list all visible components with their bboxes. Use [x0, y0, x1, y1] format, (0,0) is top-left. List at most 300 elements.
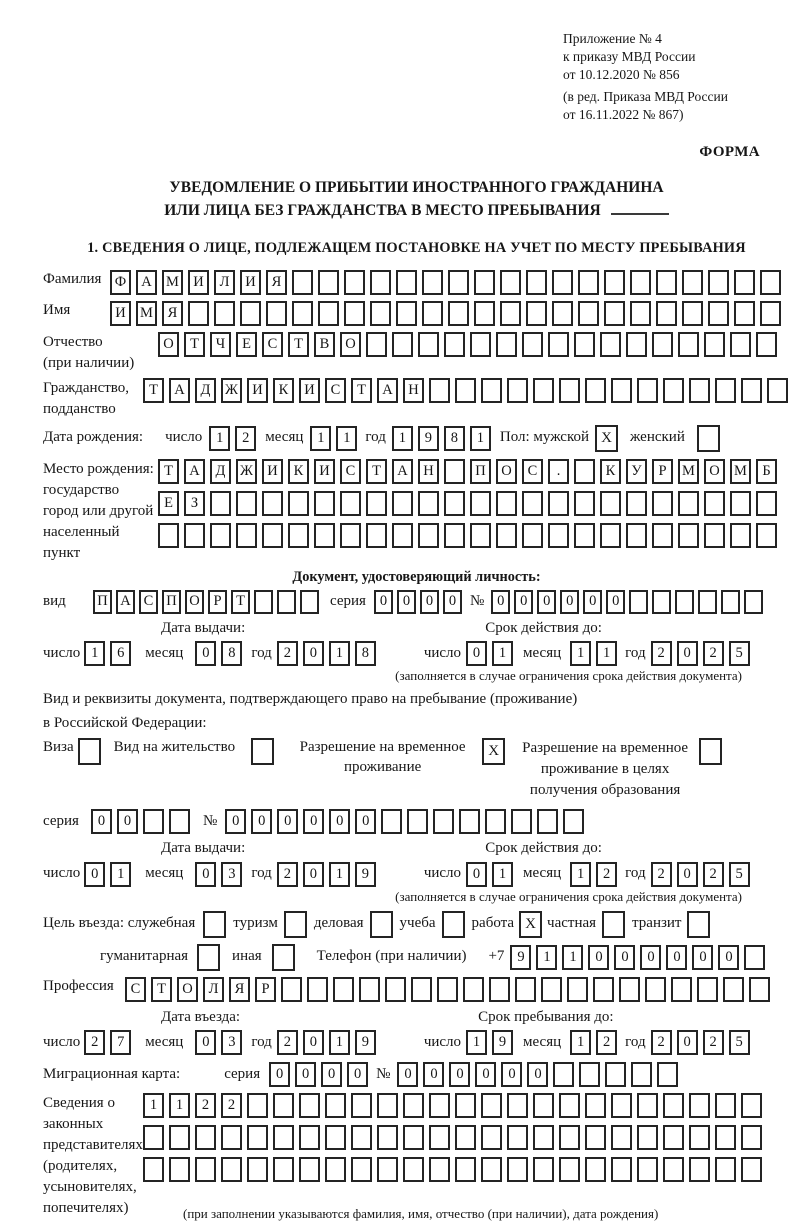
char-cell[interactable]: 9	[510, 945, 531, 970]
char-cell[interactable]: И	[247, 378, 268, 403]
char-cell[interactable]	[403, 1125, 424, 1150]
char-cell[interactable]	[563, 809, 584, 834]
char-cell[interactable]: 0	[677, 1030, 698, 1055]
char-cell[interactable]	[515, 977, 536, 1002]
char-cell[interactable]: 0	[560, 590, 579, 614]
char-cell[interactable]	[366, 491, 387, 516]
char-cell[interactable]: 0	[514, 590, 533, 614]
char-cell[interactable]	[262, 491, 283, 516]
char-cell[interactable]: Б	[756, 459, 777, 484]
char-cell[interactable]: Т	[351, 378, 372, 403]
checkbox[interactable]	[602, 911, 625, 938]
char-cell[interactable]	[734, 270, 755, 295]
char-cell[interactable]	[559, 378, 580, 403]
char-cell[interactable]	[169, 1125, 190, 1150]
char-cell[interactable]	[689, 1157, 710, 1182]
char-cell[interactable]	[552, 270, 573, 295]
char-cell[interactable]	[195, 1157, 216, 1182]
char-cell[interactable]	[143, 809, 164, 834]
char-cell[interactable]: 5	[729, 641, 750, 666]
char-cell[interactable]	[344, 301, 365, 326]
char-cell[interactable]	[533, 1157, 554, 1182]
char-cell[interactable]: 0	[420, 590, 439, 614]
char-cell[interactable]	[444, 491, 465, 516]
char-cell[interactable]: О	[185, 590, 204, 614]
char-cell[interactable]: У	[626, 459, 647, 484]
char-cell[interactable]	[273, 1125, 294, 1150]
char-cell[interactable]	[448, 301, 469, 326]
char-cell[interactable]	[698, 590, 717, 614]
char-cell[interactable]: А	[184, 459, 205, 484]
char-cell[interactable]	[663, 1157, 684, 1182]
char-cell[interactable]: С	[522, 459, 543, 484]
char-cell[interactable]: С	[325, 378, 346, 403]
char-cell[interactable]	[611, 378, 632, 403]
char-cell[interactable]	[600, 332, 621, 357]
char-cell[interactable]	[444, 523, 465, 548]
char-cell[interactable]	[455, 1157, 476, 1182]
char-cell[interactable]	[574, 523, 595, 548]
char-cell[interactable]: 1	[562, 945, 583, 970]
char-cell[interactable]: 1	[143, 1093, 164, 1118]
char-cell[interactable]	[433, 809, 454, 834]
char-cell[interactable]	[507, 1157, 528, 1182]
char-cell[interactable]: А	[392, 459, 413, 484]
char-cell[interactable]	[533, 1125, 554, 1150]
char-cell[interactable]	[396, 301, 417, 326]
char-cell[interactable]: 0	[677, 641, 698, 666]
char-cell[interactable]	[500, 301, 521, 326]
char-cell[interactable]	[552, 301, 573, 326]
char-cell[interactable]	[300, 590, 319, 614]
char-cell[interactable]	[663, 378, 684, 403]
char-cell[interactable]	[340, 491, 361, 516]
char-cell[interactable]: 9	[355, 1030, 376, 1055]
char-cell[interactable]	[422, 270, 443, 295]
char-cell[interactable]	[526, 270, 547, 295]
char-cell[interactable]	[715, 1125, 736, 1150]
char-cell[interactable]: 0	[295, 1062, 316, 1087]
char-cell[interactable]	[481, 378, 502, 403]
char-cell[interactable]	[574, 491, 595, 516]
char-cell[interactable]: 1	[169, 1093, 190, 1118]
char-cell[interactable]: К	[273, 378, 294, 403]
char-cell[interactable]	[392, 523, 413, 548]
char-cell[interactable]	[652, 491, 673, 516]
char-cell[interactable]	[626, 332, 647, 357]
char-cell[interactable]	[266, 301, 287, 326]
char-cell[interactable]	[671, 977, 692, 1002]
char-cell[interactable]: Я	[266, 270, 287, 295]
char-cell[interactable]: 2	[703, 862, 724, 887]
char-cell[interactable]	[299, 1093, 320, 1118]
char-cell[interactable]	[344, 270, 365, 295]
char-cell[interactable]	[288, 491, 309, 516]
char-cell[interactable]	[548, 332, 569, 357]
char-cell[interactable]	[704, 523, 725, 548]
char-cell[interactable]	[760, 270, 781, 295]
char-cell[interactable]	[262, 523, 283, 548]
char-cell[interactable]	[392, 491, 413, 516]
char-cell[interactable]	[522, 491, 543, 516]
checkbox[interactable]	[697, 425, 720, 452]
char-cell[interactable]	[715, 1157, 736, 1182]
char-cell[interactable]	[715, 378, 736, 403]
char-cell[interactable]: 1	[596, 641, 617, 666]
char-cell[interactable]	[541, 977, 562, 1002]
char-cell[interactable]	[299, 1157, 320, 1182]
char-cell[interactable]	[760, 301, 781, 326]
char-cell[interactable]	[184, 523, 205, 548]
char-cell[interactable]: Д	[195, 378, 216, 403]
char-cell[interactable]	[448, 270, 469, 295]
char-cell[interactable]	[637, 1157, 658, 1182]
char-cell[interactable]	[721, 590, 740, 614]
char-cell[interactable]	[585, 378, 606, 403]
char-cell[interactable]: 0	[537, 590, 556, 614]
char-cell[interactable]: 2	[277, 641, 298, 666]
char-cell[interactable]: 1	[310, 426, 331, 451]
char-cell[interactable]	[455, 1093, 476, 1118]
char-cell[interactable]: П	[470, 459, 491, 484]
char-cell[interactable]	[663, 1093, 684, 1118]
char-cell[interactable]	[704, 491, 725, 516]
char-cell[interactable]: С	[262, 332, 283, 357]
char-cell[interactable]: 2	[596, 1030, 617, 1055]
char-cell[interactable]	[689, 378, 710, 403]
char-cell[interactable]: 1	[329, 641, 350, 666]
char-cell[interactable]: Е	[158, 491, 179, 516]
char-cell[interactable]: 2	[221, 1093, 242, 1118]
char-cell[interactable]	[381, 809, 402, 834]
char-cell[interactable]	[470, 523, 491, 548]
char-cell[interactable]: 1	[466, 1030, 487, 1055]
char-cell[interactable]	[318, 270, 339, 295]
char-cell[interactable]: 2	[651, 1030, 672, 1055]
char-cell[interactable]: 0	[329, 809, 350, 834]
char-cell[interactable]: А	[377, 378, 398, 403]
char-cell[interactable]: Т	[143, 378, 164, 403]
char-cell[interactable]: Я	[229, 977, 250, 1002]
char-cell[interactable]	[704, 332, 725, 357]
char-cell[interactable]	[697, 977, 718, 1002]
char-cell[interactable]	[708, 301, 729, 326]
char-cell[interactable]	[325, 1125, 346, 1150]
char-cell[interactable]	[585, 1093, 606, 1118]
char-cell[interactable]	[366, 332, 387, 357]
char-cell[interactable]	[459, 809, 480, 834]
char-cell[interactable]: М	[678, 459, 699, 484]
char-cell[interactable]: Т	[158, 459, 179, 484]
char-cell[interactable]: Ж	[221, 378, 242, 403]
char-cell[interactable]	[500, 270, 521, 295]
char-cell[interactable]: 9	[418, 426, 439, 451]
char-cell[interactable]: И	[299, 378, 320, 403]
char-cell[interactable]	[559, 1125, 580, 1150]
char-cell[interactable]	[678, 491, 699, 516]
char-cell[interactable]: 7	[110, 1030, 131, 1055]
char-cell[interactable]	[403, 1093, 424, 1118]
char-cell[interactable]: Т	[184, 332, 205, 357]
char-cell[interactable]	[741, 1125, 762, 1150]
char-cell[interactable]	[444, 332, 465, 357]
char-cell[interactable]	[629, 590, 648, 614]
char-cell[interactable]: 0	[466, 641, 487, 666]
char-cell[interactable]	[496, 491, 517, 516]
char-cell[interactable]	[474, 270, 495, 295]
char-cell[interactable]	[645, 977, 666, 1002]
char-cell[interactable]	[730, 332, 751, 357]
char-cell[interactable]	[526, 301, 547, 326]
char-cell[interactable]: 0	[91, 809, 112, 834]
char-cell[interactable]: 2	[596, 862, 617, 887]
char-cell[interactable]: 0	[583, 590, 602, 614]
char-cell[interactable]: 0	[443, 590, 462, 614]
char-cell[interactable]	[240, 301, 261, 326]
char-cell[interactable]: 0	[321, 1062, 342, 1087]
char-cell[interactable]: Ж	[236, 459, 257, 484]
char-cell[interactable]: 1	[570, 641, 591, 666]
char-cell[interactable]	[652, 523, 673, 548]
char-cell[interactable]: 0	[303, 862, 324, 887]
char-cell[interactable]	[370, 270, 391, 295]
char-cell[interactable]: 5	[729, 862, 750, 887]
char-cell[interactable]	[507, 1125, 528, 1150]
char-cell[interactable]	[756, 523, 777, 548]
char-cell[interactable]: Р	[255, 977, 276, 1002]
char-cell[interactable]	[195, 1125, 216, 1150]
char-cell[interactable]: 0	[692, 945, 713, 970]
char-cell[interactable]	[604, 301, 625, 326]
char-cell[interactable]	[370, 301, 391, 326]
char-cell[interactable]	[507, 378, 528, 403]
char-cell[interactable]: С	[139, 590, 158, 614]
char-cell[interactable]	[470, 332, 491, 357]
char-cell[interactable]: О	[340, 332, 361, 357]
char-cell[interactable]: О	[158, 332, 179, 357]
char-cell[interactable]	[715, 1093, 736, 1118]
char-cell[interactable]	[318, 301, 339, 326]
char-cell[interactable]: П	[93, 590, 112, 614]
char-cell[interactable]	[593, 977, 614, 1002]
char-cell[interactable]: 1	[492, 641, 513, 666]
char-cell[interactable]: 0	[588, 945, 609, 970]
char-cell[interactable]	[689, 1093, 710, 1118]
char-cell[interactable]	[533, 1093, 554, 1118]
char-cell[interactable]	[429, 1093, 450, 1118]
char-cell[interactable]	[314, 491, 335, 516]
char-cell[interactable]: 2	[195, 1093, 216, 1118]
char-cell[interactable]	[637, 1093, 658, 1118]
char-cell[interactable]	[682, 301, 703, 326]
char-cell[interactable]: 0	[423, 1062, 444, 1087]
char-cell[interactable]: 2	[651, 641, 672, 666]
char-cell[interactable]	[429, 1157, 450, 1182]
char-cell[interactable]	[351, 1157, 372, 1182]
char-cell[interactable]	[611, 1125, 632, 1150]
char-cell[interactable]	[574, 459, 595, 484]
char-cell[interactable]	[767, 378, 788, 403]
char-cell[interactable]: 1	[329, 1030, 350, 1055]
char-cell[interactable]: 0	[355, 809, 376, 834]
char-cell[interactable]	[630, 301, 651, 326]
char-cell[interactable]	[579, 1062, 600, 1087]
char-cell[interactable]: М	[162, 270, 183, 295]
checkbox[interactable]: X	[595, 425, 618, 452]
char-cell[interactable]: О	[704, 459, 725, 484]
char-cell[interactable]	[663, 1125, 684, 1150]
char-cell[interactable]: 1	[570, 862, 591, 887]
checkbox[interactable]	[197, 944, 220, 971]
char-cell[interactable]	[210, 491, 231, 516]
checkbox[interactable]	[78, 738, 101, 765]
char-cell[interactable]: 0	[277, 809, 298, 834]
char-cell[interactable]	[741, 378, 762, 403]
char-cell[interactable]	[600, 491, 621, 516]
char-cell[interactable]: 0	[84, 862, 105, 887]
char-cell[interactable]: 2	[703, 641, 724, 666]
char-cell[interactable]	[619, 977, 640, 1002]
char-cell[interactable]: Т	[231, 590, 250, 614]
char-cell[interactable]	[631, 1062, 652, 1087]
char-cell[interactable]: М	[136, 301, 157, 326]
char-cell[interactable]: Ф	[110, 270, 131, 295]
char-cell[interactable]	[188, 301, 209, 326]
char-cell[interactable]	[247, 1093, 268, 1118]
char-cell[interactable]	[496, 332, 517, 357]
char-cell[interactable]: 1	[336, 426, 357, 451]
char-cell[interactable]: 1	[492, 862, 513, 887]
char-cell[interactable]: И	[188, 270, 209, 295]
char-cell[interactable]: Е	[236, 332, 257, 357]
char-cell[interactable]: 0	[606, 590, 625, 614]
char-cell[interactable]	[741, 1157, 762, 1182]
char-cell[interactable]: 0	[397, 590, 416, 614]
char-cell[interactable]	[143, 1157, 164, 1182]
char-cell[interactable]	[605, 1062, 626, 1087]
char-cell[interactable]: 0	[677, 862, 698, 887]
char-cell[interactable]	[548, 491, 569, 516]
char-cell[interactable]: 8	[355, 641, 376, 666]
char-cell[interactable]: 0	[640, 945, 661, 970]
char-cell[interactable]: И	[262, 459, 283, 484]
char-cell[interactable]	[626, 523, 647, 548]
char-cell[interactable]	[585, 1125, 606, 1150]
char-cell[interactable]: 1	[209, 426, 230, 451]
char-cell[interactable]: 0	[117, 809, 138, 834]
char-cell[interactable]	[273, 1093, 294, 1118]
char-cell[interactable]	[437, 977, 458, 1002]
char-cell[interactable]	[496, 523, 517, 548]
char-cell[interactable]	[333, 977, 354, 1002]
char-cell[interactable]	[385, 977, 406, 1002]
char-cell[interactable]	[307, 977, 328, 1002]
char-cell[interactable]	[463, 977, 484, 1002]
char-cell[interactable]	[611, 1093, 632, 1118]
char-cell[interactable]	[637, 378, 658, 403]
char-cell[interactable]: А	[116, 590, 135, 614]
char-cell[interactable]: 0	[347, 1062, 368, 1087]
char-cell[interactable]: 2	[703, 1030, 724, 1055]
char-cell[interactable]	[281, 977, 302, 1002]
char-cell[interactable]: 0	[303, 809, 324, 834]
char-cell[interactable]: Т	[151, 977, 172, 1002]
char-cell[interactable]: Р	[208, 590, 227, 614]
char-cell[interactable]: И	[240, 270, 261, 295]
char-cell[interactable]: И	[110, 301, 131, 326]
char-cell[interactable]: С	[125, 977, 146, 1002]
char-cell[interactable]	[730, 523, 751, 548]
char-cell[interactable]	[314, 523, 335, 548]
char-cell[interactable]	[708, 270, 729, 295]
checkbox[interactable]	[272, 944, 295, 971]
char-cell[interactable]: Т	[288, 332, 309, 357]
char-cell[interactable]	[481, 1157, 502, 1182]
char-cell[interactable]: Н	[403, 378, 424, 403]
char-cell[interactable]: 0	[195, 862, 216, 887]
char-cell[interactable]	[236, 523, 257, 548]
char-cell[interactable]	[522, 523, 543, 548]
char-cell[interactable]	[169, 809, 190, 834]
char-cell[interactable]	[292, 301, 313, 326]
char-cell[interactable]: 0	[718, 945, 739, 970]
char-cell[interactable]	[158, 523, 179, 548]
char-cell[interactable]	[567, 977, 588, 1002]
checkbox[interactable]	[251, 738, 274, 765]
char-cell[interactable]	[288, 523, 309, 548]
char-cell[interactable]: Ч	[210, 332, 231, 357]
char-cell[interactable]	[236, 491, 257, 516]
char-cell[interactable]	[169, 1157, 190, 1182]
char-cell[interactable]	[359, 977, 380, 1002]
checkbox[interactable]	[442, 911, 465, 938]
char-cell[interactable]	[656, 301, 677, 326]
char-cell[interactable]	[418, 523, 439, 548]
char-cell[interactable]	[396, 270, 417, 295]
char-cell[interactable]: 5	[729, 1030, 750, 1055]
char-cell[interactable]: 0	[303, 1030, 324, 1055]
char-cell[interactable]: 0	[449, 1062, 470, 1087]
checkbox[interactable]	[687, 911, 710, 938]
char-cell[interactable]: 2	[235, 426, 256, 451]
char-cell[interactable]	[247, 1157, 268, 1182]
char-cell[interactable]	[744, 945, 765, 970]
char-cell[interactable]	[578, 301, 599, 326]
char-cell[interactable]	[675, 590, 694, 614]
char-cell[interactable]: Я	[162, 301, 183, 326]
char-cell[interactable]	[652, 590, 671, 614]
char-cell[interactable]	[507, 1093, 528, 1118]
char-cell[interactable]: Р	[652, 459, 673, 484]
char-cell[interactable]	[325, 1093, 346, 1118]
char-cell[interactable]: 2	[651, 862, 672, 887]
char-cell[interactable]	[553, 1062, 574, 1087]
char-cell[interactable]	[429, 1125, 450, 1150]
char-cell[interactable]	[730, 491, 751, 516]
char-cell[interactable]	[756, 491, 777, 516]
char-cell[interactable]: Л	[203, 977, 224, 1002]
checkbox[interactable]: X	[482, 738, 505, 765]
char-cell[interactable]	[210, 523, 231, 548]
char-cell[interactable]	[444, 459, 465, 484]
char-cell[interactable]: 1	[570, 1030, 591, 1055]
char-cell[interactable]: 0	[475, 1062, 496, 1087]
char-cell[interactable]	[749, 977, 770, 1002]
char-cell[interactable]: З	[184, 491, 205, 516]
char-cell[interactable]	[756, 332, 777, 357]
char-cell[interactable]	[429, 378, 450, 403]
char-cell[interactable]	[489, 977, 510, 1002]
